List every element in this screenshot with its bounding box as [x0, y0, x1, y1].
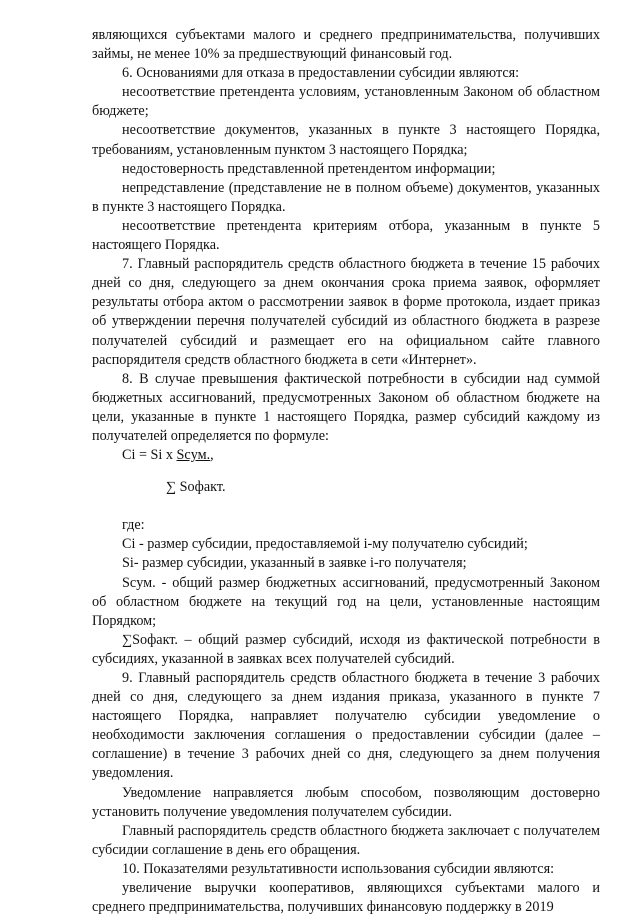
- formula-left: Ci = Si x: [122, 447, 177, 464]
- formula-tail: ,: [210, 447, 214, 464]
- formula-line: [92, 446, 600, 465]
- formula-denominator: ∑ Sофакт.: [166, 479, 226, 496]
- paragraph-7: 7. Главный распорядитель средств областного бюджета в течение 15 рабочих дней со дня, следующего за днем окончания срока приема заявок, оформляет результаты отбора актом о рассмотрении заявок в форме протокола, издает приказ об утверждении перечня получателей субсидий из областного бюджета в разрезе получателей субсидий и размещает его на официальном сайте главного распорядителя средств областного бюджета в сети «Интернет».: [92, 256, 600, 368]
- definition-si: Si- размер субсидии, указанный в заявке i-го получателя;: [122, 555, 467, 572]
- paragraph-10: 10. Показателями результативности использования субсидии являются:: [122, 860, 555, 877]
- paragraph-continuation: являющихся субъектами малого и среднего предпринимательства, получивших займы, не менее 10% за предшествующий финансовый год.: [92, 27, 600, 63]
- formula-numerator: Scум.: [176, 447, 211, 464]
- paragraph-9-notification: Уведомление направляется любым способом, позволяющим достоверно установить получение уведомления получателем субсидии.: [92, 784, 600, 820]
- paragraph-6-item-c: недостоверность представленной претендентом информации;: [122, 160, 496, 177]
- definition-sofakt: ∑Sофакт. – общий размер субсидий, исходя из фактической потребности в субсидиях, указанной в заявках всех получателей субсидий.: [92, 631, 600, 667]
- paragraph-6-heading: 6. Основаниями для отказа в предоставлении субсидии являются:: [122, 65, 520, 82]
- paragraph-6-item-b: несоответствие документов, указанных в пункте 3 настоящего Порядка, требованиям, установленным пунктом 3 настоящего Порядка;: [92, 122, 600, 158]
- paragraph-8: 8. В случае превышения фактической потребности в субсидии над суммой бюджетных ассигнований, предусмотренных Законом об областном бюджете на цели, указанные в пункте 1 настоящего Порядка, размер субсидий каждому из получателей определяется по формуле:: [92, 370, 600, 444]
- where-label: где:: [122, 517, 145, 534]
- paragraph-6-item-d: непредставление (представление не в полном объеме) документов, указанных в пункте 3 настоящего Порядка.: [92, 179, 600, 215]
- spacer: [92, 497, 600, 516]
- definition-scum: Scум. - общий размер бюджетных ассигнований, предусмотренный Законом об областном бюджете на текущий год на цели, установленные настоящим Порядком;: [92, 574, 600, 629]
- paragraph-6-item-a: несоответствие претендента условиям, установленным Законом об областном бюджете;: [92, 84, 600, 120]
- paragraph-9-agreement: Главный распорядитель средств областного бюджета заключает с получателем субсидии соглашение в день его обращения.: [92, 822, 600, 858]
- paragraph-6-item-e: несоответствие претендента критериям отбора, указанным в пункте 5 настоящего Порядка.: [92, 217, 600, 254]
- paragraph-9: 9. Главный распорядитель средств областного бюджета в течение 3 рабочих дней со дня, следующего за днем издания приказа, указанного в пункте 7 настоящего Порядка, направляет получателю субсидии уведомление о необходимости заключения соглашения о предоставлении субсидии (далее – соглашение) в течение 3 рабочих дней со дня, следующего за днем получения уведомления.: [92, 670, 600, 782]
- definition-ci: Ci - размер субсидии, предоставляемой i-му получателю субсидий;: [122, 536, 528, 553]
- paragraph-10-item-a: увеличение выручки кооперативов, являющихся субъектами малого и среднего предпринимательства, получивших финансовую поддержку в 2019: [92, 880, 600, 916]
